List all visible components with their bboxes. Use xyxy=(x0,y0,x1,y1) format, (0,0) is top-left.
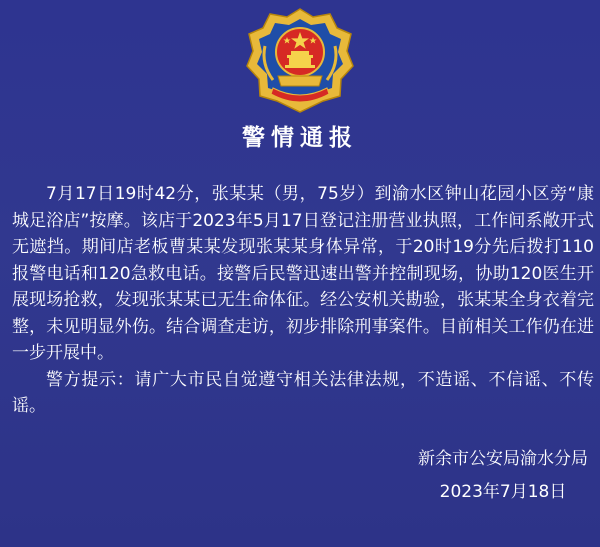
issuing-organization: 新余市公安局渝水分局 xyxy=(418,449,588,469)
signature-block xyxy=(418,447,588,504)
issue-date: 2023年7月18日 xyxy=(439,482,567,502)
police-emblem-icon xyxy=(243,6,357,114)
police-tip-paragraph: 警方提示：请广大市民自觉遵守相关法律法规，不造谣、不信谣、不传谣。 xyxy=(12,369,594,416)
notice-body xyxy=(12,181,594,420)
notice-title: 警情通报 xyxy=(242,125,358,151)
notice-paragraph: 7月17日19时42分，张某某（男，75岁）到渝水区钟山花园小区旁“康城足浴店”按摩。该店于2023年5月17日登记注册营业执照，工作间系敞开式无遮挡。期间店老板曹某某发现张某某身体异常，于20时19分先后拨打110报警电话和120急救电话。接警后民警迅速出警并控制现场，协助120医生开展现场抢救，发现张某某已无生命体征。经公安机关勘验，张某某全身衣着完整，未见明显外伤。结合调查走访，初步排除刑事案件。目前相关工作仍在进一步开展中。 xyxy=(12,184,594,363)
